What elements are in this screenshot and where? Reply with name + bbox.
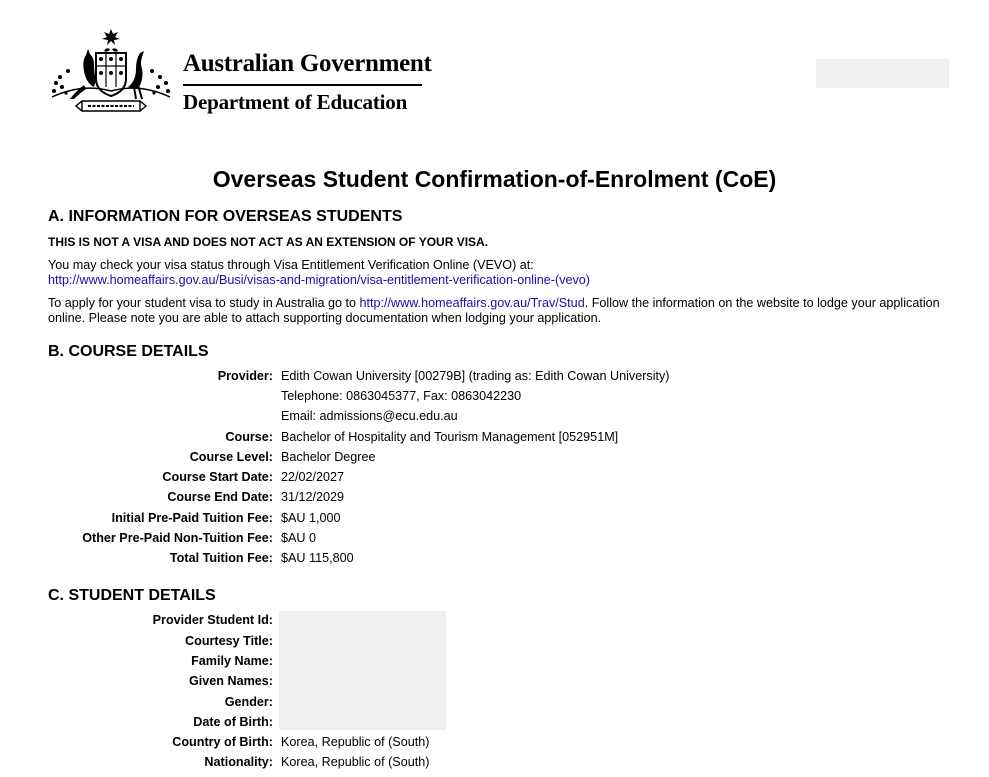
detail-value: $AU 115,800 <box>281 551 354 565</box>
detail-row <box>0 487 989 507</box>
redacted-area <box>816 59 949 88</box>
detail-value: Bachelor Degree <box>281 450 376 464</box>
detail-value: $AU 0 <box>281 531 317 545</box>
detail-label: Date of Birth: <box>193 715 273 729</box>
detail-row <box>0 528 989 548</box>
detail-row <box>0 732 989 752</box>
detail-label: Gender: <box>224 695 273 709</box>
detail-value: Email: admissions@ecu.edu.au <box>281 409 458 423</box>
detail-label: Country of Birth: <box>172 735 273 749</box>
apply-link[interactable]: http://www.homeaffairs.gov.au/Trav/Stud <box>359 296 585 310</box>
detail-value: 22/02/2027 <box>281 470 345 484</box>
section-c-heading: C. STUDENT DETAILS <box>48 587 216 604</box>
detail-row <box>0 548 989 568</box>
detail-row <box>0 752 989 772</box>
detail-value: Korea, Republic of (South) <box>281 755 430 769</box>
detail-row <box>0 447 989 467</box>
vevo-link[interactable]: http://www.homeaffairs.gov.au/Busi/visas-and-migration/visa-entitlement-verification-online-(vevo) <box>48 273 590 287</box>
government-name: Australian Government <box>183 50 432 77</box>
detail-label: Total Tuition Fee: <box>169 551 273 565</box>
detail-label: Initial Pre-Paid Tuition Fee: <box>111 511 273 525</box>
apply-text-before: To apply for your student visa to study in Australia go to <box>48 296 360 310</box>
detail-label: Course End Date: <box>167 490 273 504</box>
department-name: Department of Education <box>183 90 408 114</box>
detail-label: Family Name: <box>191 654 273 668</box>
detail-row <box>0 386 989 406</box>
detail-value: Korea, Republic of (South) <box>281 735 430 749</box>
section-a-heading: A. INFORMATION FOR OVERSEAS STUDENTS <box>48 208 403 225</box>
detail-row <box>0 508 989 528</box>
detail-label: Course: <box>225 430 273 444</box>
detail-row <box>0 467 989 487</box>
detail-label: Course Level: <box>189 450 273 464</box>
detail-label: Courtesy Title: <box>185 634 273 648</box>
detail-value: Bachelor of Hospitality and Tourism Management [052951M] <box>281 430 619 444</box>
detail-label: Course Start Date: <box>162 470 273 484</box>
section-b-heading: B. COURSE DETAILS <box>48 343 209 360</box>
vevo-text: You may check your visa status through Visa Entitlement Verification Online (VEVO) at: <box>48 258 534 272</box>
header-divider <box>183 84 422 86</box>
visa-warning: THIS IS NOT A VISA AND DOES NOT ACT AS AN EXTENSION OF YOUR VISA. <box>48 235 489 249</box>
detail-row <box>0 651 989 671</box>
detail-row <box>0 692 989 712</box>
detail-row <box>0 406 989 426</box>
vevo-paragraph <box>48 258 948 288</box>
detail-label: Provider Student Id: <box>152 613 273 627</box>
detail-row <box>0 631 989 651</box>
detail-row <box>0 671 989 691</box>
detail-value: Edith Cowan University [00279B] (trading as: Edith Cowan University) <box>281 369 670 383</box>
apply-paragraph <box>48 296 948 326</box>
detail-value: $AU 1,000 <box>281 511 341 525</box>
detail-row <box>0 427 989 447</box>
detail-row <box>0 610 989 630</box>
coat-of-arms-logo <box>48 27 174 119</box>
detail-label: Other Pre-Paid Non-Tuition Fee: <box>82 531 273 545</box>
document-header <box>0 0 989 130</box>
detail-row <box>0 712 989 732</box>
detail-value: Telephone: 0863045377, Fax: 0863042230 <box>281 389 522 403</box>
apply-text-after: . Follow the information on the website to lodge your application online. Please note you are able to attach supporting documentation when lodging your application. <box>48 296 940 325</box>
detail-label: Nationality: <box>204 755 273 769</box>
document-title: Overseas Student Confirmation-of-Enrolment (CoE) <box>212 166 777 192</box>
detail-label: Given Names: <box>189 674 273 688</box>
detail-value: 31/12/2029 <box>281 490 345 504</box>
detail-row <box>0 366 989 386</box>
detail-label: Provider: <box>217 369 273 383</box>
